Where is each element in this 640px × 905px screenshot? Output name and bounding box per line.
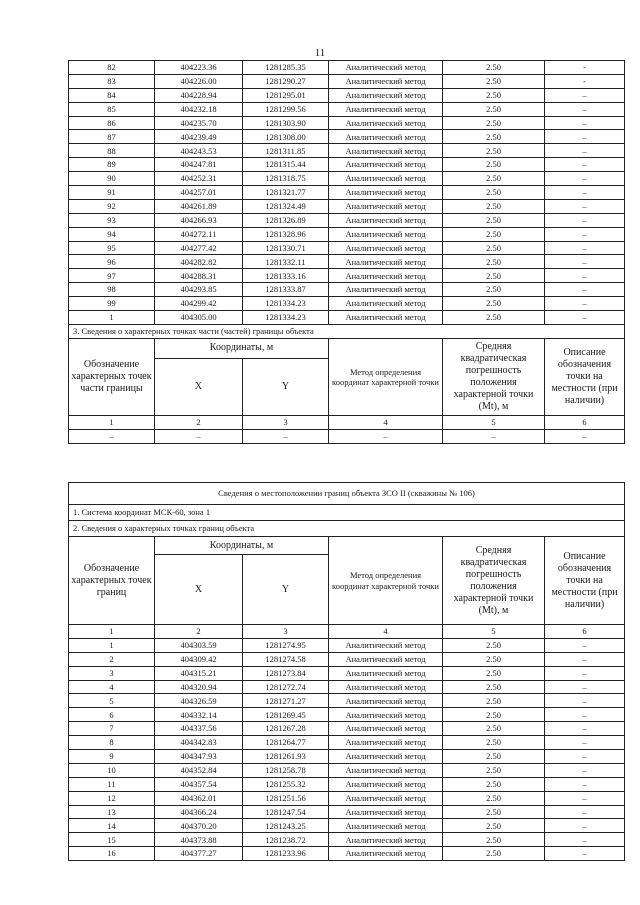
description-cell: – [545, 736, 625, 750]
s3-header-designation: Обозначение характерных точек части границы [69, 338, 155, 415]
method-cell: Аналитический метод [329, 736, 443, 750]
y-coord-cell: 1281247.54 [243, 805, 329, 819]
point-id-cell: 14 [69, 819, 155, 833]
description-cell: – [545, 241, 625, 255]
y-coord-cell: 1281303.90 [243, 116, 329, 130]
accuracy-cell: 2.50 [443, 255, 545, 269]
zso-boundary-table-body [69, 638, 625, 860]
method-cell: Аналитический метод [329, 763, 443, 777]
method-cell: Аналитический метод [329, 283, 443, 297]
accuracy-cell: 2.50 [443, 74, 545, 88]
accuracy-cell: 2.50 [443, 88, 545, 102]
table-row [69, 241, 625, 255]
description-cell: - [545, 74, 625, 88]
accuracy-cell: 2.50 [443, 172, 545, 186]
header-x: X [155, 555, 243, 625]
table-row [69, 777, 625, 791]
x-coord-cell: 404309.42 [155, 652, 243, 666]
table-row [69, 88, 625, 102]
colnum-2: 2 [155, 625, 243, 639]
colnum-3: 3 [243, 625, 329, 639]
method-cell: Аналитический метод [329, 694, 443, 708]
header-y: Y [243, 555, 329, 625]
description-cell: – [545, 283, 625, 297]
s3-header-coords: Координаты, м [155, 338, 329, 358]
s3-empty-row [69, 429, 625, 443]
point-id-cell: 7 [69, 722, 155, 736]
accuracy-cell: 2.50 [443, 186, 545, 200]
s3-empty-cell-6: – [545, 429, 625, 443]
table-row [69, 297, 625, 311]
x-coord-cell: 404332.14 [155, 708, 243, 722]
point-id-cell: 9 [69, 750, 155, 764]
y-coord-cell: 1281251.56 [243, 791, 329, 805]
s3-colnum-6: 6 [545, 415, 625, 429]
accuracy-cell: 2.50 [443, 722, 545, 736]
table-row [69, 833, 625, 847]
accuracy-cell: 2.50 [443, 680, 545, 694]
description-cell: – [545, 186, 625, 200]
x-coord-cell: 404223.36 [155, 61, 243, 75]
point-id-cell: 95 [69, 241, 155, 255]
x-coord-cell: 404342.83 [155, 736, 243, 750]
x-coord-cell: 404326.59 [155, 694, 243, 708]
description-cell: – [545, 805, 625, 819]
x-coord-cell: 404239.49 [155, 130, 243, 144]
accuracy-cell: 2.50 [443, 805, 545, 819]
header-description: Описание обозначения точки на местности (при наличии) [545, 537, 625, 625]
points-table-continued-body [69, 61, 625, 325]
accuracy-cell: 2.50 [443, 199, 545, 213]
point-id-cell: 88 [69, 144, 155, 158]
method-cell: Аналитический метод [329, 227, 443, 241]
x-coord-cell: 404243.53 [155, 144, 243, 158]
table-row [69, 680, 625, 694]
description-cell: – [545, 297, 625, 311]
table-row [69, 283, 625, 297]
header-method: Метод определения координат характерной точки [329, 537, 443, 625]
s3-header-description: Описание обозначения точки на местности (при наличии) [545, 338, 625, 415]
point-id-cell: 98 [69, 283, 155, 297]
description-cell: – [545, 847, 625, 861]
method-cell: Аналитический метод [329, 116, 443, 130]
table-row [69, 750, 625, 764]
point-id-cell: 97 [69, 269, 155, 283]
method-cell: Аналитический метод [329, 819, 443, 833]
point-id-cell: 93 [69, 213, 155, 227]
table-row [69, 74, 625, 88]
y-coord-cell: 1281321.77 [243, 186, 329, 200]
s3-colnum-4: 4 [329, 415, 443, 429]
accuracy-cell: 2.50 [443, 847, 545, 861]
table-row [69, 791, 625, 805]
x-coord-cell: 404247.81 [155, 158, 243, 172]
table-row [69, 666, 625, 680]
y-coord-cell: 1281243.25 [243, 819, 329, 833]
accuracy-cell: 2.50 [443, 311, 545, 325]
table-row [69, 61, 625, 75]
description-cell: – [545, 722, 625, 736]
x-coord-cell: 404228.94 [155, 88, 243, 102]
description-cell: – [545, 694, 625, 708]
y-coord-cell: 1281333.16 [243, 269, 329, 283]
x-coord-cell: 404362.01 [155, 791, 243, 805]
table-row [69, 847, 625, 861]
s3-header-x: X [155, 358, 243, 415]
method-cell: Аналитический метод [329, 186, 443, 200]
method-cell: Аналитический метод [329, 791, 443, 805]
method-cell: Аналитический метод [329, 269, 443, 283]
point-id-cell: 82 [69, 61, 155, 75]
table-row [69, 116, 625, 130]
x-coord-cell: 404305.00 [155, 311, 243, 325]
method-cell: Аналитический метод [329, 172, 443, 186]
s3-colnum-2: 2 [155, 415, 243, 429]
accuracy-cell: 2.50 [443, 102, 545, 116]
point-id-cell: 6 [69, 708, 155, 722]
x-coord-cell: 404277.42 [155, 241, 243, 255]
y-coord-cell: 1281264.77 [243, 736, 329, 750]
point-id-cell: 1 [69, 638, 155, 652]
point-id-cell: 85 [69, 102, 155, 116]
y-coord-cell: 1281315.44 [243, 158, 329, 172]
description-cell: – [545, 638, 625, 652]
zso-boundary-table [68, 482, 625, 861]
description-cell: – [545, 666, 625, 680]
accuracy-cell: 2.50 [443, 694, 545, 708]
y-coord-cell: 1281258.78 [243, 763, 329, 777]
method-cell: Аналитический метод [329, 88, 443, 102]
accuracy-cell: 2.50 [443, 819, 545, 833]
table-row [69, 144, 625, 158]
accuracy-cell: 2.50 [443, 750, 545, 764]
x-coord-cell: 404232.18 [155, 102, 243, 116]
method-cell: Аналитический метод [329, 241, 443, 255]
colnum-1: 1 [69, 625, 155, 639]
table2-title: Сведения о местоположении границ объекта ЗСО II (скважины № 106) [69, 483, 625, 505]
table-row [69, 158, 625, 172]
description-cell: – [545, 680, 625, 694]
x-coord-cell: 404226.00 [155, 74, 243, 88]
accuracy-cell: 2.50 [443, 763, 545, 777]
point-id-cell: 99 [69, 297, 155, 311]
y-coord-cell: 1281311.85 [243, 144, 329, 158]
description-cell: – [545, 819, 625, 833]
table-row [69, 255, 625, 269]
description-cell: – [545, 158, 625, 172]
description-cell: – [545, 833, 625, 847]
method-cell: Аналитический метод [329, 311, 443, 325]
point-id-cell: 11 [69, 777, 155, 791]
table-row [69, 652, 625, 666]
accuracy-cell: 2.50 [443, 116, 545, 130]
y-coord-cell: 1281267.28 [243, 722, 329, 736]
description-cell: - [545, 61, 625, 75]
description-cell: – [545, 88, 625, 102]
accuracy-cell: 2.50 [443, 666, 545, 680]
point-id-cell: 16 [69, 847, 155, 861]
y-coord-cell: 1281255.32 [243, 777, 329, 791]
s3-colnum-3: 3 [243, 415, 329, 429]
y-coord-cell: 1281269.45 [243, 708, 329, 722]
accuracy-cell: 2.50 [443, 144, 545, 158]
x-coord-cell: 404257.01 [155, 186, 243, 200]
accuracy-cell: 2.50 [443, 61, 545, 75]
x-coord-cell: 404357.54 [155, 777, 243, 791]
description-cell: – [545, 791, 625, 805]
x-coord-cell: 404347.93 [155, 750, 243, 764]
x-coord-cell: 404293.85 [155, 283, 243, 297]
method-cell: Аналитический метод [329, 805, 443, 819]
method-cell: Аналитический метод [329, 102, 443, 116]
y-coord-cell: 1281332.11 [243, 255, 329, 269]
method-cell: Аналитический метод [329, 144, 443, 158]
section3-title: 3. Сведения о характерных точках части (частей) границы объекта [69, 324, 625, 338]
method-cell: Аналитический метод [329, 638, 443, 652]
description-cell: – [545, 227, 625, 241]
accuracy-cell: 2.50 [443, 130, 545, 144]
point-id-cell: 86 [69, 116, 155, 130]
y-coord-cell: 1281290.27 [243, 74, 329, 88]
table-row [69, 311, 625, 325]
x-coord-cell: 404288.31 [155, 269, 243, 283]
s3-empty-cell-1: – [69, 429, 155, 443]
y-coord-cell: 1281271.27 [243, 694, 329, 708]
colnum-4: 4 [329, 625, 443, 639]
x-coord-cell: 404272.11 [155, 227, 243, 241]
description-cell: – [545, 144, 625, 158]
point-id-cell: 92 [69, 199, 155, 213]
accuracy-cell: 2.50 [443, 227, 545, 241]
description-cell: – [545, 269, 625, 283]
y-coord-cell: 1281295.01 [243, 88, 329, 102]
accuracy-cell: 2.50 [443, 213, 545, 227]
point-id-cell: 91 [69, 186, 155, 200]
accuracy-cell: 2.50 [443, 241, 545, 255]
s3-empty-cell-3: – [243, 429, 329, 443]
x-coord-cell: 404366.24 [155, 805, 243, 819]
method-cell: Аналитический метод [329, 833, 443, 847]
y-coord-cell: 1281308.00 [243, 130, 329, 144]
accuracy-cell: 2.50 [443, 652, 545, 666]
method-cell: Аналитический метод [329, 255, 443, 269]
y-coord-cell: 1281334.23 [243, 297, 329, 311]
s3-empty-cell-4: – [329, 429, 443, 443]
method-cell: Аналитический метод [329, 722, 443, 736]
table-row [69, 805, 625, 819]
x-coord-cell: 404282.82 [155, 255, 243, 269]
method-cell: Аналитический метод [329, 652, 443, 666]
y-coord-cell: 1281330.71 [243, 241, 329, 255]
points-table-continued [68, 60, 625, 444]
accuracy-cell: 2.50 [443, 833, 545, 847]
accuracy-cell: 2.50 [443, 158, 545, 172]
header-coords: Координаты, м [155, 537, 329, 555]
s3-empty-cell-5: – [443, 429, 545, 443]
accuracy-cell: 2.50 [443, 708, 545, 722]
method-cell: Аналитический метод [329, 680, 443, 694]
point-id-cell: 12 [69, 791, 155, 805]
table-row [69, 736, 625, 750]
description-cell: – [545, 130, 625, 144]
method-cell: Аналитический метод [329, 158, 443, 172]
y-coord-cell: 1281274.58 [243, 652, 329, 666]
colnum-5: 5 [443, 625, 545, 639]
description-cell: – [545, 213, 625, 227]
y-coord-cell: 1281318.75 [243, 172, 329, 186]
x-coord-cell: 404299.42 [155, 297, 243, 311]
description-cell: – [545, 102, 625, 116]
description-cell: – [545, 777, 625, 791]
section2-title: 2. Сведения о характерных точках границ объекта [69, 521, 625, 537]
description-cell: – [545, 199, 625, 213]
point-id-cell: 2 [69, 652, 155, 666]
x-coord-cell: 404315.21 [155, 666, 243, 680]
method-cell: Аналитический метод [329, 61, 443, 75]
point-id-cell: 4 [69, 680, 155, 694]
description-cell: – [545, 172, 625, 186]
point-id-cell: 5 [69, 694, 155, 708]
accuracy-cell: 2.50 [443, 283, 545, 297]
x-coord-cell: 404373.88 [155, 833, 243, 847]
x-coord-cell: 404352.84 [155, 763, 243, 777]
x-coord-cell: 404261.89 [155, 199, 243, 213]
table-row [69, 199, 625, 213]
method-cell: Аналитический метод [329, 666, 443, 680]
x-coord-cell: 404370.20 [155, 819, 243, 833]
table-row [69, 130, 625, 144]
s3-header-accuracy: Средняя квадратическая погрешность положения характерной точки (Mt), м [443, 338, 545, 415]
colnum-6: 6 [545, 625, 625, 639]
table-row [69, 172, 625, 186]
point-id-cell: 83 [69, 74, 155, 88]
y-coord-cell: 1281333.87 [243, 283, 329, 297]
method-cell: Аналитический метод [329, 130, 443, 144]
point-id-cell: 10 [69, 763, 155, 777]
method-cell: Аналитический метод [329, 708, 443, 722]
description-cell: – [545, 763, 625, 777]
accuracy-cell: 2.50 [443, 269, 545, 283]
y-coord-cell: 1281273.84 [243, 666, 329, 680]
point-id-cell: 87 [69, 130, 155, 144]
point-id-cell: 3 [69, 666, 155, 680]
point-id-cell: 8 [69, 736, 155, 750]
method-cell: Аналитический метод [329, 777, 443, 791]
header-accuracy: Средняя квадратическая погрешность положения характерной точки (Mt), м [443, 537, 545, 625]
y-coord-cell: 1281285.35 [243, 61, 329, 75]
table-row [69, 708, 625, 722]
x-coord-cell: 404377.27 [155, 847, 243, 861]
description-cell: – [545, 311, 625, 325]
table-row [69, 819, 625, 833]
description-cell: – [545, 750, 625, 764]
s3-empty-cell-2: – [155, 429, 243, 443]
x-coord-cell: 404266.93 [155, 213, 243, 227]
y-coord-cell: 1281238.72 [243, 833, 329, 847]
accuracy-cell: 2.50 [443, 736, 545, 750]
method-cell: Аналитический метод [329, 199, 443, 213]
table-row [69, 102, 625, 116]
point-id-cell: 15 [69, 833, 155, 847]
table-row [69, 694, 625, 708]
table-row [69, 213, 625, 227]
y-coord-cell: 1281233.96 [243, 847, 329, 861]
description-cell: – [545, 116, 625, 130]
accuracy-cell: 2.50 [443, 638, 545, 652]
description-cell: – [545, 255, 625, 269]
y-coord-cell: 1281261.93 [243, 750, 329, 764]
y-coord-cell: 1281334.23 [243, 311, 329, 325]
accuracy-cell: 2.50 [443, 791, 545, 805]
x-coord-cell: 404252.31 [155, 172, 243, 186]
x-coord-cell: 404235.70 [155, 116, 243, 130]
table-row [69, 722, 625, 736]
accuracy-cell: 2.50 [443, 777, 545, 791]
y-coord-cell: 1281272.74 [243, 680, 329, 694]
y-coord-cell: 1281324.49 [243, 199, 329, 213]
point-id-cell: 94 [69, 227, 155, 241]
method-cell: Аналитический метод [329, 297, 443, 311]
point-id-cell: 90 [69, 172, 155, 186]
method-cell: Аналитический метод [329, 74, 443, 88]
point-id-cell: 84 [69, 88, 155, 102]
method-cell: Аналитический метод [329, 750, 443, 764]
column-numbers [69, 625, 625, 639]
table-row [69, 269, 625, 283]
page-number: 11 [314, 47, 326, 59]
x-coord-cell: 404303.59 [155, 638, 243, 652]
s3-colnum-1: 1 [69, 415, 155, 429]
header-designation: Обозначение характерных точек границ [69, 537, 155, 625]
point-id-cell: 1 [69, 311, 155, 325]
s3-header-method: Метод определения координат характерной точки [329, 338, 443, 415]
method-cell: Аналитический метод [329, 213, 443, 227]
table-row [69, 227, 625, 241]
s3-header-y: Y [243, 358, 329, 415]
y-coord-cell: 1281328.96 [243, 227, 329, 241]
s3-colnum-5: 5 [443, 415, 545, 429]
s3-column-numbers [69, 415, 625, 429]
coord-system: 1. Система координат МСК-60, зона 1 [69, 505, 625, 521]
point-id-cell: 89 [69, 158, 155, 172]
accuracy-cell: 2.50 [443, 297, 545, 311]
table-row [69, 186, 625, 200]
x-coord-cell: 404320.94 [155, 680, 243, 694]
method-cell: Аналитический метод [329, 847, 443, 861]
x-coord-cell: 404337.56 [155, 722, 243, 736]
y-coord-cell: 1281274.95 [243, 638, 329, 652]
description-cell: – [545, 652, 625, 666]
table-row [69, 763, 625, 777]
point-id-cell: 13 [69, 805, 155, 819]
y-coord-cell: 1281299.56 [243, 102, 329, 116]
description-cell: – [545, 708, 625, 722]
table-row [69, 638, 625, 652]
point-id-cell: 96 [69, 255, 155, 269]
y-coord-cell: 1281326.89 [243, 213, 329, 227]
